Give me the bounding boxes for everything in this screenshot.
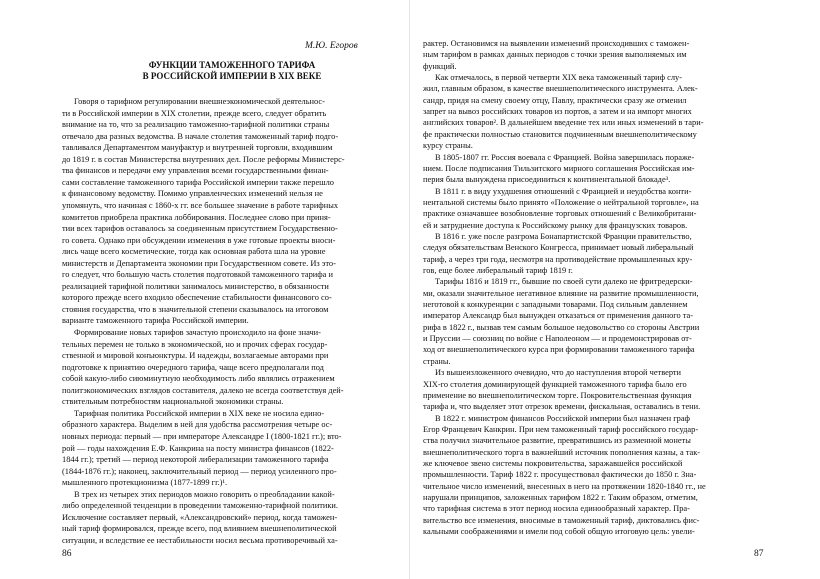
article-title-line-2: В РОССИЙСКОЙ ИМПЕРИИ В XIX ВЕКЕ <box>142 71 322 81</box>
text-line: внешнеполитического торга в важнейший источник пополнения казны, а так- <box>423 447 701 457</box>
text-line: В 1811 г. в виду ухудшения отношений с Францией и неудобства конти- <box>435 186 692 196</box>
text-line: гов, еще более либеральный тариф 1819 г. <box>423 266 573 275</box>
text-line: упомянуть, что начиная с 1860-х гг. все большее значение в работе тарифных <box>62 200 339 210</box>
text-line: ственной и мировой конъюнктуры. И надежды, возлагаемые авторами при <box>62 351 329 361</box>
page-number: 87 <box>754 549 764 559</box>
text-line: Как отмечалось, в первой четверти XIX века таможенный тариф слу- <box>435 73 683 83</box>
text-line: император Александр был вынужден отказаться от применения данного та- <box>423 311 694 321</box>
text-line: следуя обязательствам Венского Конгресса, принимает новый либеральный <box>423 243 694 253</box>
text-line: запрет на вывоз российских товаров из портов, а затем и на импорт многих <box>423 107 692 117</box>
text-line: страны. <box>423 356 451 366</box>
text-line: Тарифы 1816 и 1819 гг., бывшие по своей сути далеко не фритредерски- <box>435 277 693 287</box>
text-line: жил, главным образом, в качестве внешнеполитического инструмента. Алек- <box>423 84 698 94</box>
text-line: Из вышеизложенного очевидно, что до наступления второй четверти <box>435 368 682 378</box>
text-line: курсу страны. <box>423 141 473 151</box>
text-line: реализацией тарифной политики занималось министерство, в обязанности <box>62 281 329 291</box>
text-line: В 1805-1807 гг. Россия воевала с Францией. Война завершилась пораже- <box>435 152 695 162</box>
text-line: Тарифная политика Российской империи в XIX веке не носила едино- <box>74 408 325 418</box>
text-line: В 1816 г. уже после разгрома Бонапартистской Франции правительство, <box>435 231 692 241</box>
text-line: В трех из четырех этих периодов можно говорить о преобладании какой- <box>74 489 335 499</box>
text-line: собой какую-либо сиюминутную необходимость либо являлись отражением <box>62 374 335 384</box>
text-line: рой — годы нахождения Е.Ф. Канкрина на посту министра финансов (1822- <box>62 443 334 453</box>
text-line: применение во внешнеполитическом торге. Покровительственная функция <box>423 390 692 400</box>
text-line: ствительным потребностям национальной экономики страны. <box>62 397 284 407</box>
author-name: М.Ю. Егоров <box>305 41 358 51</box>
text-line: нием. После подписания Тильзитского мирного соглашения Российская им- <box>423 163 695 173</box>
text-line: сами составление таможенного тарифа Российской империи также перешло <box>62 177 334 187</box>
text-line: внимание на то, что за реализацию таможенно-тарифной политики страны <box>62 120 330 130</box>
text-line: стояния государства, что в значительной степени сказывалось на итоговом <box>62 304 329 314</box>
text-line: подготовке к принятию очередного тарифа, чаще всего предполагали под <box>62 362 324 372</box>
text-line: В 1822 г. министром финансов Российской империи был назначен граф <box>435 413 690 423</box>
text-line: ситуации, и вследствие ее нестабильности носил весьма противоречивый ха- <box>62 535 338 545</box>
article-title-line-1: ФУНКЦИИ ТАМОЖЕННОГО ТАРИФА <box>148 60 316 70</box>
text-line: ный тариф формировался, прежде всего, под влиянием внешнеполитической <box>62 524 337 534</box>
text-line: нарушали принципов, заложенных тарифом 1822 г. Таким образом, отметим, <box>423 493 698 502</box>
text-line: рактер. Остановимся на выявлении изменений происходивших с таможен- <box>423 39 690 48</box>
text-line: образного характера. Выделим в ней для удобства рассмотрения четыре ос- <box>62 420 333 430</box>
text-line: перия была вынуждена присоединиться к континентальной блокаде³. <box>423 175 671 185</box>
text-line: ми, оказали значительное негативное влияние на развитие промышленности, <box>423 288 699 298</box>
text-line: которого прежде всего входило обеспечение стабильности финансового со- <box>62 293 332 303</box>
text-line: практике означавшее возобновление торговых отношений с Великобритани- <box>423 209 697 219</box>
text-line: же ключевое звено системы покровительства, заражавшейся российской <box>423 458 683 468</box>
text-line: XIX-го столетия доминирующей функцией таможенного тарифа было его <box>423 379 687 389</box>
text-line: нентальной системы было принято «Положение о нейтральной торговле», на <box>423 197 699 207</box>
text-line: к финансовому ведомству. Помимо управленческих изменений нельзя не <box>62 189 323 199</box>
text-line: и Пруссии — союзниц по войне с Наполеоном — и продемонстрировав от- <box>423 334 692 344</box>
text-line: неготовой к конкуренции с западными товарами. Под сильным давлением <box>423 300 688 310</box>
text-line: промышленности. Тариф 1822 г. просуществовал фактически до 1850 г. Зна- <box>423 470 697 480</box>
text-line: что тарифная система в этот период носила единообразный характер. Пра- <box>423 504 690 514</box>
text-line: кальными соображениями и имели под собой общую итоговую цель: увели- <box>423 527 695 537</box>
text-line: мышленного протекционизма (1877-1899 гг.)¹. <box>62 478 228 488</box>
text-line: рифа в 1822 г., вызвав тем самым большое недовольство со стороны Австрии <box>423 322 700 332</box>
text-line: Исключение составляет первый, «Александровский» период, когда таможен- <box>62 512 338 522</box>
text-line: ства получил значительное развитие, превратившись из разменной монеты <box>423 436 691 446</box>
right-page <box>410 0 820 579</box>
text-line: тии всех тарифов оставалось за соединенным присутствием Государственно- <box>62 224 338 234</box>
text-line: фе практически полностью становится подчиненным внешнеполитическому <box>423 129 697 139</box>
text-line: тавливался Департаментом мануфактур и внутренней торговли, входившим <box>62 143 333 153</box>
text-line: функций. <box>423 61 457 71</box>
text-line: вительство все изменения, вносимые в таможенный тариф, диктовались фис- <box>423 515 700 525</box>
text-line: Егор Францевич Канкрин. При нем таможенный тариф российского государ- <box>423 424 699 434</box>
text-line: тельных перемен не только в экономической, но и прочих сферах государ- <box>62 339 328 349</box>
text-line: Говоря о тарифном регулировании внешнеэкономической деятельнос- <box>74 97 325 106</box>
text-line: комитетов приобрела практика лоббирования. Последнее слово при приня- <box>62 212 331 222</box>
text-line: лись чаще всего косметические, тогда как основная работа шла на уровне <box>62 247 326 257</box>
text-line: тариф, а через три года, несмотря на противодействие промышленных кру- <box>423 254 693 264</box>
page-number: 86 <box>62 549 72 559</box>
text-line: го следует, что большую часть столетия подготовкой таможенного тарифа и <box>62 270 333 280</box>
text-line: Формирование новых тарифов зачастую происходило на фоне значи- <box>74 328 321 337</box>
text-line: тва финансов и передачи ему управления всеми государственными финан- <box>62 166 329 176</box>
text-line: (1844-1876 гг.); наконец, заключительный период — период усиленного про- <box>62 466 337 476</box>
text-line: министерств и Департамента экономии при Государственном совете. Из это- <box>62 258 336 268</box>
text-line: ход от внешнеполитического курса при формировании таможенного тарифа <box>423 345 695 355</box>
text-line: либо определенной тенденции в проведении таможенно-тарифной политики. <box>62 501 338 511</box>
text-line: сандр, придя на смену своему отцу, Павлу, практически сразу же отменил <box>423 95 687 105</box>
text-line: новных периода: первый — при императоре Александре I (1800-1821 гг.); вто- <box>62 431 342 441</box>
text-line: ным тарифом в рамках данных периодов с точки зрения выполняемых им <box>423 50 687 60</box>
text-line: чительное число изменений, внесенных в него на протяжении 1820-1840 гг., не <box>423 481 706 491</box>
text-line: отвечало два разных ведомства. В начале столетия таможенный тариф подго- <box>62 131 339 141</box>
text-line: тарифа и, что выделяет этот отрезок времени, фискальная, оставались в тени. <box>423 402 701 412</box>
text-line: ти в Российской империи в XIX столетии, прежде всего, следует обратить <box>62 108 327 118</box>
text-line: варианте таможенного тарифа Российской империи. <box>62 316 249 326</box>
text-line: английских товаров². В дальнейшем введение тех или иных изменений в тари- <box>423 118 704 128</box>
text-line: го совета. Однако при обсуждении изменения в уже готовые проекты вноси- <box>62 235 336 245</box>
text-line: до 1819 г. в состав Министерства внутренних дел. После реформы Министерс- <box>62 154 345 164</box>
text-line: ей и затруднение доступа к Российскому рынку для французских товаров. <box>423 220 688 230</box>
text-line: 1844 гг.); третий — период некоторой либерализации таможенного тарифа <box>62 455 329 465</box>
text-line: политэкономических взглядов составителя, далеко не всегда соответствуя дей- <box>62 385 344 395</box>
